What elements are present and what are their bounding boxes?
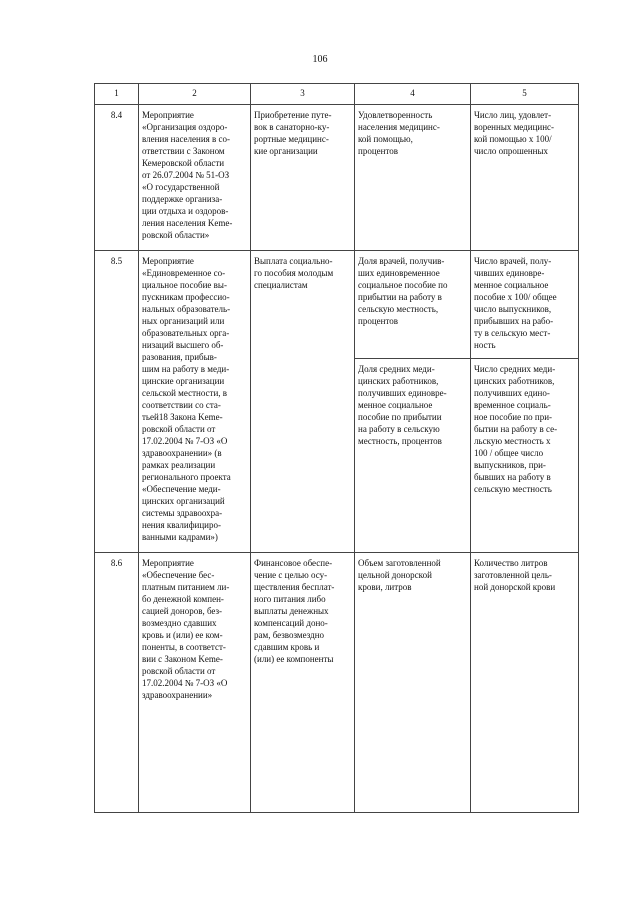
- column-header-5: 5: [471, 84, 579, 105]
- event-cell: Мероприятие «Обеспечение бес- платным питанием ли- бо денежной компен- сацией доноров, без- возмездно сдавших кровь и (или) ее ком- поненты, в соответст- вии с Законом Keme- ровской области от 17.02.2004 № 7-ОЗ «О здравоохранении»: [139, 553, 251, 813]
- measures-table: [94, 83, 579, 813]
- formula-cell-2: Число средних меди- цинских работников, получивших едино- временное социаль- ное пособие по при- бытии на работу в се- льскую местность х 100 / общее число выпускников, при- бывших на работу в сельскую местность: [471, 359, 579, 553]
- formula-cell: Число лиц, удовлет- воренных медицинс- кой помощью х 100/ число опрошенных: [471, 105, 579, 251]
- result-cell: Финансовое обеспе- чение с целью осу- ществления бесплат- ного питания либо выплаты денежных компенсаций доно- рам, безвозмездно сдавшим кровь и (или) ее компоненты: [251, 553, 355, 813]
- table-row-8-6: [95, 553, 579, 813]
- event-cell: Мероприятие «Организация оздоро- вления населения в со- ответствии с Законом Кемеровской области от 26.07.2004 № 51-ОЗ «О государственной поддержке организа- ции отдыха и оздоров- ления населения Keme- ровской области»: [139, 105, 251, 251]
- column-header-2: 2: [139, 84, 251, 105]
- page-number: 106: [312, 54, 328, 65]
- indicator-cell: Доля врачей, получив- ших единовременное социальное пособие по прибытии на работу в сельскую местность, процентов: [355, 251, 471, 359]
- result-cell: Выплата социально- го пособия молодым специалистам: [251, 251, 355, 553]
- indicator-cell: Удовлетворенность населения медицинс- кой помощью, процентов: [355, 105, 471, 251]
- row-number: 8.5: [95, 251, 139, 553]
- result-cell: Приобретение путе- вок в санаторно-ку- рортные медицинс- кие организации: [251, 105, 355, 251]
- table-header-row: [95, 84, 579, 105]
- indicator-cell-2: Доля средних меди- цинских работников, получивших единовре- менное социальное пособие по прибытии на работу в сельскую местность, процентов: [355, 359, 471, 553]
- event-cell: Мероприятие «Единовременное со- циальное пособие вы- пускникам профессио- нальных образователь- ных организаций или образовательных орга- низаций высшего об- разования, прибыв- шим на работу в меди- цинские организации сельской местности, в соответствии со ста- тьей18 Закона Keme- ровской области от 17.02.2004 № 7-ОЗ «О здравоохранении» (в рамках реализации регионального проекта «Обеспечение меди- цинских организаций системы здравоохра- нения квалифициро- ванными кадрами»): [139, 251, 251, 553]
- column-header-1: 1: [95, 84, 139, 105]
- row-number: 8.4: [95, 105, 139, 251]
- table-row-8-4: [95, 105, 579, 251]
- column-header-3: 3: [251, 84, 355, 105]
- formula-cell: Количество литров заготовленной цель- ной донорской крови: [471, 553, 579, 813]
- row-number: 8.6: [95, 553, 139, 813]
- table-row-8-5: [95, 251, 579, 359]
- indicator-cell: Объем заготовленной цельной донорской крови, литров: [355, 553, 471, 813]
- column-header-4: 4: [355, 84, 471, 105]
- formula-cell: Число врачей, полу- чивших единовре- менное социальное пособие х 100/ общее число выпускников, прибывших на рабо- ту в сельскую мест- ность: [471, 251, 579, 359]
